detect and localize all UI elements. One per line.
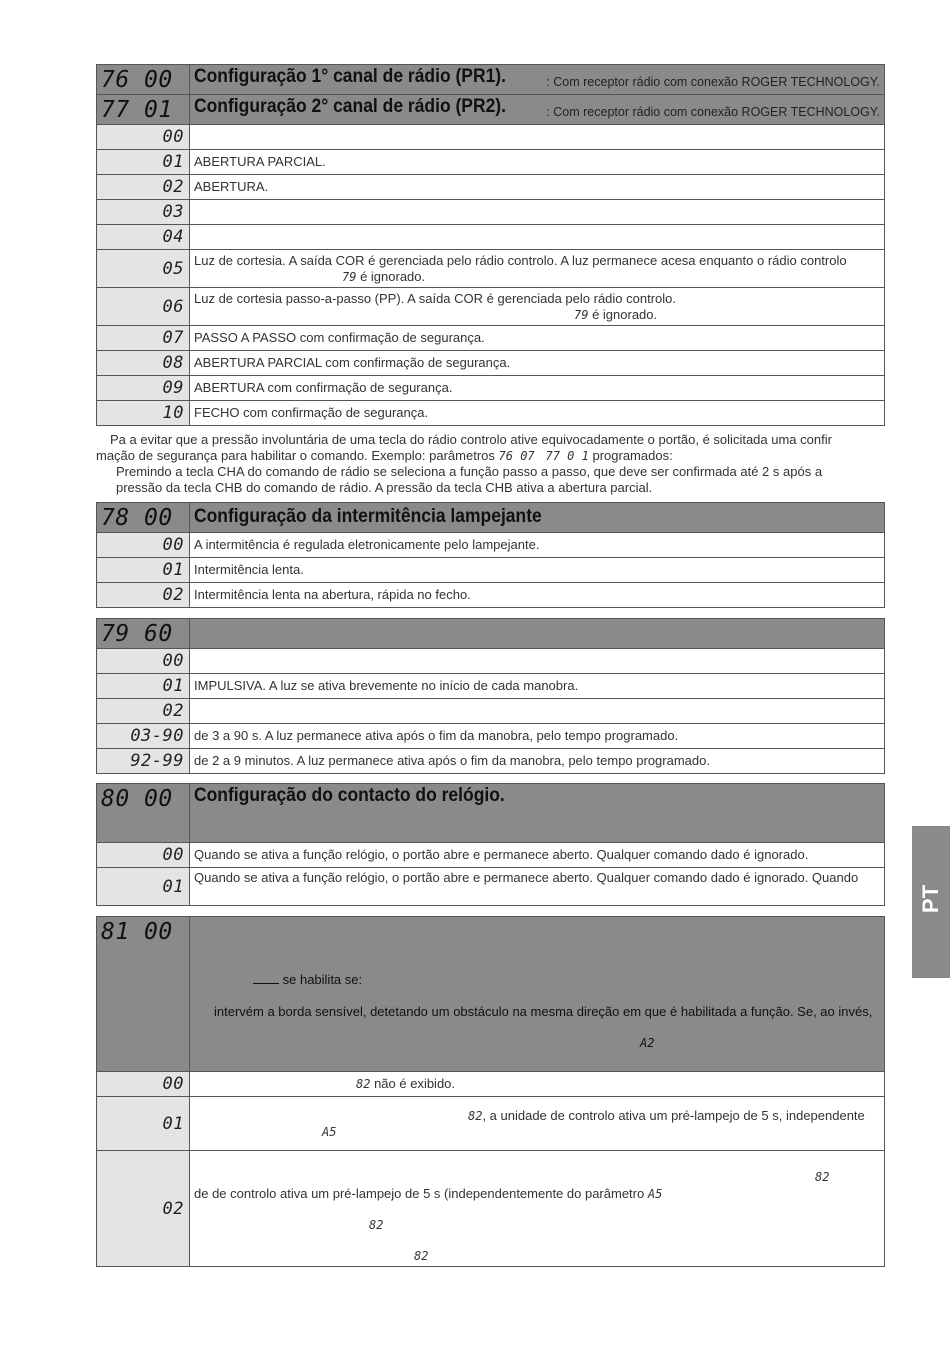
table-row (97, 175, 885, 200)
hdr-text: intervém a borda sensível, detetando um obstáculo na mesma direção em que é habilitada a função. Se, ao invés, (214, 1004, 873, 1019)
value-desc-cont: é ignorado. (356, 268, 426, 284)
value-desc: , a unidade de controlo ativa um pré-lampejo de 5 s, independente (482, 1107, 865, 1123)
value-desc: Intermitência lenta na abertura, rápida no fecho. (190, 583, 885, 608)
value-code: 92-99 (97, 749, 190, 774)
value-desc: A intermitência é regulada eletronicamente pelo lampejante. (190, 533, 885, 558)
language-tab (912, 826, 950, 978)
table-row (97, 401, 885, 426)
param-ref: 79 (574, 307, 589, 322)
value-code: 07 (97, 326, 190, 351)
value-desc: de 2 a 9 minutos. A luz permanece ativa após o fim da manobra, pelo tempo programado. (190, 749, 885, 774)
value-code: 09 (97, 376, 190, 401)
param-title: Configuração 2° canal de rádio (PR2). (194, 96, 506, 117)
value-desc: Luz de cortesia passo-a-passo (PP). A saída COR é gerenciada pelo rádio controlo. (194, 290, 676, 306)
value-desc: PASSO A PASSO com confirmação de segurança. (190, 326, 885, 351)
value-desc: ABERTURA PARCIAL. (190, 150, 885, 175)
value-code: 03-90 (97, 724, 190, 749)
value-desc: Intermitência lenta. (190, 558, 885, 583)
table-row (97, 125, 885, 150)
table-row (97, 843, 885, 868)
courtesy-light-table (96, 618, 885, 774)
value-desc: FECHO com confirmação de segurança. (190, 401, 885, 426)
note-line (96, 448, 885, 464)
value-code: 10 (97, 401, 190, 426)
value-code: 02 (97, 583, 190, 608)
table-row (97, 868, 885, 906)
table-row (97, 724, 885, 749)
value-code: 01 (97, 150, 190, 175)
value-code: 00 (97, 125, 190, 150)
value-code: 02 (97, 175, 190, 200)
param-title: Configuração do contacto do relógio. (194, 785, 505, 806)
safety-confirmation-note (96, 432, 885, 496)
value-desc (190, 649, 885, 674)
table-row (97, 558, 885, 583)
value-code: 00 (97, 843, 190, 868)
table-row (97, 351, 885, 376)
value-desc (190, 125, 885, 150)
table-row (97, 674, 885, 699)
param-ref: A5 (322, 1124, 337, 1139)
value-desc (190, 200, 885, 225)
table-row (97, 376, 885, 401)
param-code: 78 00 (97, 503, 190, 533)
table-row (97, 699, 885, 724)
table-row (97, 1151, 885, 1267)
param-ref: A2 (640, 1036, 655, 1050)
value-code: 02 (97, 1151, 190, 1267)
value-code: 05 (97, 250, 190, 288)
value-code: 00 (97, 649, 190, 674)
value-code: 08 (97, 351, 190, 376)
table-row (97, 326, 885, 351)
param-header-row (97, 619, 885, 649)
param-header-row (97, 95, 885, 125)
param-note: : Com receptor rádio com conexão ROGER TECHNOLOGY. (546, 105, 880, 119)
table-row (97, 250, 885, 288)
note-line: pressão da tecla CHB do comando de rádio. A pressão da tecla CHB ativa a abertura parcial. (116, 480, 653, 495)
value-desc: Luz de cortesia. A saída COR é gerenciada pelo rádio controlo. A luz permanece acesa enquanto o rádio controlo (194, 252, 847, 268)
param-ref: 82 (356, 1077, 371, 1091)
table-row (97, 225, 885, 250)
value-desc: não é exibido. (370, 1076, 456, 1091)
param-code: 79 60 (97, 619, 190, 649)
value-code: 00 (97, 533, 190, 558)
value-code: 01 (97, 674, 190, 699)
note-line: Premindo a tecla CHA do comando de rádio se seleciona a função passo a passo, que deve ser confirmada até 2 s após a (116, 464, 823, 479)
param-code: 76 00 (97, 65, 190, 95)
param-code: 77 01 (97, 95, 190, 125)
value-code: 01 (97, 558, 190, 583)
value-desc: de 3 a 90 s. A luz permanece ativa após o fim da manobra, pelo tempo programado. (190, 724, 885, 749)
param-header-row (97, 917, 885, 1072)
param-ref: 82 (468, 1108, 483, 1123)
value-desc: ABERTURA. (190, 175, 885, 200)
value-code: 01 (97, 868, 190, 906)
value-desc (190, 699, 885, 724)
value-desc: Quando se ativa a função relógio, o portão abre e permanece aberto. Qualquer comando dado é ignorado. Quando (190, 868, 885, 906)
flasher-table (96, 502, 885, 608)
value-code: 00 (97, 1072, 190, 1097)
clock-contact-table (96, 783, 885, 906)
value-code: 04 (97, 225, 190, 250)
param-header-row (97, 503, 885, 533)
table-row (97, 1072, 885, 1097)
hdr-text: se habilita se: (282, 972, 363, 987)
note-line: Pa a evitar que a pressão involuntária de uma tecla do rádio controlo ative equivocadamente o portão, é solicitada uma confir (110, 432, 832, 447)
preflash-table (96, 916, 885, 1267)
value-desc: Quando se ativa a função relógio, o portão abre e permanece aberto. Qualquer comando dado é ignorado. (190, 843, 885, 868)
param-ref: 82 (369, 1218, 384, 1232)
param-note: : Com receptor rádio com conexão ROGER TECHNOLOGY. (546, 75, 880, 89)
radio-channel-table (96, 64, 885, 426)
param-ref: 82 (414, 1249, 429, 1263)
table-row (97, 583, 885, 608)
value-desc: de de controlo ativa um pré-lampejo de 5 s (independentemente do parâmetro (194, 1186, 645, 1201)
language-label: PT (918, 884, 943, 914)
table-row (97, 200, 885, 225)
param-code: 80 00 (97, 784, 190, 843)
note-text: programados: (592, 448, 673, 463)
value-desc: IMPULSIVA. A luz se ativa brevemente no início de cada manobra. (190, 674, 885, 699)
param-header-row (97, 65, 885, 95)
value-desc-cont: é ignorado. (588, 306, 658, 322)
param-ref: 77 0 1 (545, 449, 589, 463)
note-text: mação de segurança para habilitar o comando. Exemplo: parâmetros (96, 448, 495, 463)
param-code: 81 00 (97, 917, 190, 1072)
table-row (97, 288, 885, 326)
param-header-row (97, 784, 885, 843)
param-ref: 76 07 (498, 449, 535, 463)
param-ref: A5 (647, 1187, 663, 1201)
value-desc: ABERTURA PARCIAL com confirmação de segurança. (190, 351, 885, 376)
param-ref: 79 (342, 269, 357, 284)
value-code: 03 (97, 200, 190, 225)
param-ref: 82 (815, 1170, 830, 1184)
param-title: Configuração da intermitência lampejante (194, 506, 542, 527)
table-row (97, 533, 885, 558)
table-row (97, 749, 885, 774)
value-code: 02 (97, 699, 190, 724)
value-desc (190, 225, 885, 250)
table-row (97, 1097, 885, 1151)
value-desc: ABERTURA com confirmação de segurança. (190, 376, 885, 401)
table-row (97, 649, 885, 674)
value-code: 01 (97, 1097, 190, 1151)
value-code: 06 (97, 288, 190, 326)
table-row (97, 150, 885, 175)
param-title: Configuração 1° canal de rádio (PR1). (194, 66, 506, 87)
